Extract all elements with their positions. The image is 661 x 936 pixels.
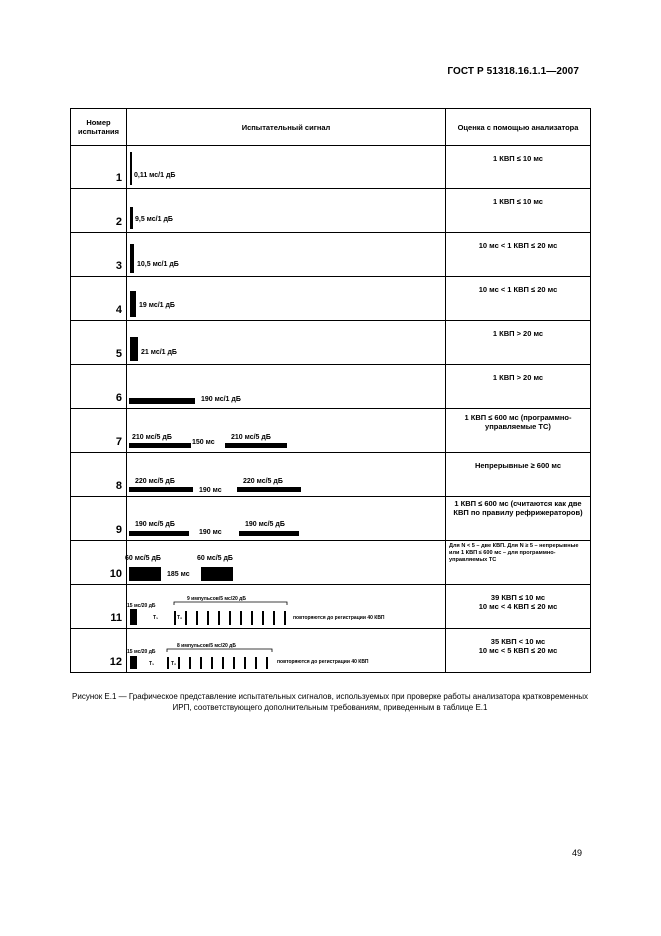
test-signal	[127, 541, 446, 585]
pulse	[129, 567, 161, 581]
test-number: 11	[71, 585, 127, 629]
col-header-num: Номер испытания	[71, 109, 127, 146]
gap-label: 185 мс	[167, 571, 190, 578]
test-signal	[127, 409, 446, 453]
evaluation: 1 КВП > 20 мс	[446, 365, 591, 409]
evaluation: 35 КВП < 10 мс 10 мс < 5 КВП ≤ 20 мс	[446, 629, 591, 673]
pulse	[129, 487, 193, 492]
interval-t2-label: T₂	[171, 661, 177, 667]
brace-label: 9 импульсов/5 мс/20 дБ	[187, 596, 246, 602]
pulse-label: 10,5 мс/1 дБ	[137, 261, 179, 268]
pulse-label: 220 мс/5 дБ	[135, 478, 175, 485]
pulse	[239, 531, 299, 536]
evaluation: 39 КВП ≤ 10 мс 10 мс < 4 КВП ≤ 20 мс	[446, 585, 591, 629]
table-row	[71, 585, 591, 629]
pulse	[237, 487, 301, 492]
brace-label: 8 импульсов/5 мс/20 дБ	[177, 643, 236, 649]
test-signal	[127, 365, 446, 409]
evaluation: Непрерывные ≥ 600 мс	[446, 453, 591, 497]
test-number: 1	[71, 146, 127, 189]
table-row	[71, 453, 591, 497]
interval-t2-label: T₂	[177, 615, 183, 621]
test-number: 7	[71, 409, 127, 453]
test-number: 9	[71, 497, 127, 541]
pulse-label: 21 мс/1 дБ	[141, 349, 177, 356]
table-row	[71, 277, 591, 321]
test-signal	[127, 277, 446, 321]
test-number: 6	[71, 365, 127, 409]
pulse-label: 190 мс/5 дБ	[135, 521, 175, 528]
interval-t1-label: T₁	[153, 615, 159, 621]
pulse-label: 9,5 мс/1 дБ	[135, 216, 173, 223]
pulse	[225, 443, 287, 448]
col-header-eval: Оценка с помощью анализатора	[446, 109, 591, 146]
evaluation: 10 мс < 1 КВП ≤ 20 мс	[446, 233, 591, 277]
pulse-label: 220 мс/5 дБ	[243, 478, 283, 485]
pulse	[129, 443, 191, 448]
document-id: ГОСТ Р 51318.16.1.1—2007	[447, 66, 579, 77]
test-number: 4	[71, 277, 127, 321]
pulse-label: 60 мс/5 дБ	[125, 555, 161, 562]
test-signal	[127, 146, 446, 189]
test-signal	[127, 585, 446, 629]
col-header-signal: Испытательный сигнал	[127, 109, 446, 146]
test-number: 8	[71, 453, 127, 497]
test-signal-table	[70, 108, 591, 673]
table-row	[71, 321, 591, 365]
test-signal	[127, 321, 446, 365]
page-number: 49	[572, 848, 583, 858]
pulse-train	[127, 585, 446, 628]
evaluation: 1 КВП ≤ 600 мс (считаются как две КВП по правилу рефрижераторов)	[446, 497, 591, 541]
test-number: 10	[71, 541, 127, 585]
pulse	[129, 531, 189, 536]
pulse-label: 60 мс/5 дБ	[197, 555, 233, 562]
pulse	[130, 337, 138, 361]
pulse-label: 0,11 мс/1 дБ	[134, 172, 176, 179]
figure-caption: Рисунок Е.1 — Графическое представление испытательных сигналов, используемых при проверке работы анализатора кратковременных ИРП, соответствующего дополнительным требованиям, приведенным в таблице Е.1	[72, 692, 588, 712]
repeat-label: повторяются до регистрации 40 КВП	[277, 659, 369, 665]
test-number: 2	[71, 189, 127, 233]
pulse	[129, 398, 195, 404]
gap-label: 190 мс	[199, 487, 222, 494]
test-signal	[127, 629, 446, 673]
table-row	[71, 409, 591, 453]
table-row	[71, 497, 591, 541]
table-row	[71, 146, 591, 189]
table-row	[71, 629, 591, 673]
pulse-label: 210 мс/5 дБ	[132, 434, 172, 441]
first-pulse-label: 15 мс/20 дБ	[127, 649, 156, 655]
table-row	[71, 233, 591, 277]
pulse-label: 190 мс/5 дБ	[245, 521, 285, 528]
test-signal	[127, 497, 446, 541]
test-number: 3	[71, 233, 127, 277]
pulse	[201, 567, 233, 581]
evaluation: 1 КВП ≤ 10 мс	[446, 189, 591, 233]
test-signal	[127, 453, 446, 497]
test-signal	[127, 189, 446, 233]
interval-t1-label: T₁	[149, 661, 155, 667]
pulse	[130, 291, 136, 317]
table-row	[71, 541, 591, 585]
test-number: 5	[71, 321, 127, 365]
table-header-row	[71, 109, 591, 146]
test-signal	[127, 233, 446, 277]
gap-label: 150 мс	[192, 439, 215, 446]
gap-label: 190 мс	[199, 529, 222, 536]
pulse-label: 210 мс/5 дБ	[231, 434, 271, 441]
repeat-label: повторяются до регистрации 40 КВП	[293, 615, 385, 621]
pulse	[130, 207, 133, 229]
evaluation: 1 КВП ≤ 10 мс	[446, 146, 591, 189]
table-row	[71, 189, 591, 233]
pulse	[130, 152, 132, 185]
pulse-label: 19 мс/1 дБ	[139, 302, 175, 309]
pulse	[130, 244, 134, 273]
evaluation: 10 мс < 1 КВП ≤ 20 мс	[446, 277, 591, 321]
table-row	[71, 365, 591, 409]
evaluation: 1 КВП > 20 мс	[446, 321, 591, 365]
test-number: 12	[71, 629, 127, 673]
evaluation: 1 КВП ≤ 600 мс (программно-управляемые ТС)	[446, 409, 591, 453]
pulse-label: 190 мс/1 дБ	[201, 396, 241, 403]
first-pulse-label: 15 мс/20 дБ	[127, 603, 156, 609]
evaluation: Для N < 5 – две КВП. Для N ≥ 5 – непрерывные или 1 КВП ≤ 600 мс – для программно-управляемых ТС	[446, 541, 591, 585]
